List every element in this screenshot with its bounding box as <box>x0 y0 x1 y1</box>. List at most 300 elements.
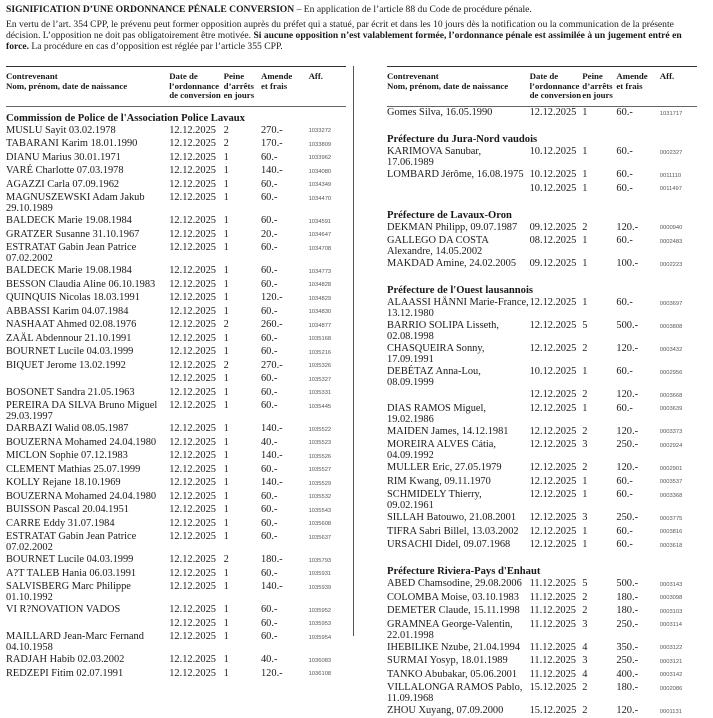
table-row <box>6 400 346 423</box>
fine-cell: 60.- <box>261 278 309 292</box>
date-cell: 11.12.2025 <box>530 605 583 619</box>
intro-paragraph <box>6 19 706 52</box>
spacer <box>387 120 697 128</box>
date-cell: 12.12.2025 <box>169 463 223 477</box>
aff-cell: 1035952 <box>309 604 346 618</box>
fine-cell: 120.- <box>261 292 309 306</box>
date-cell: 12.12.2025 <box>169 554 223 568</box>
fine-cell: 60.- <box>261 346 309 360</box>
table-row <box>6 332 346 346</box>
right-table <box>387 66 697 718</box>
contrevenant-cell: SALVISBERG Marc Philippe 01.10.1992 <box>6 581 169 604</box>
date-cell: 15.12.2025 <box>530 682 583 705</box>
date-cell: 12.12.2025 <box>530 439 583 462</box>
date-cell: 12.12.2025 <box>169 450 223 464</box>
contrevenant-cell: URSACHI Didel, 09.07.1968 <box>387 539 530 553</box>
date-cell: 12.12.2025 <box>169 373 223 387</box>
table-row <box>6 531 346 554</box>
date-cell: 11.12.2025 <box>530 655 583 669</box>
contrevenant-cell: BALDECK Marie 19.08.1984 <box>6 215 169 229</box>
date-cell: 12.12.2025 <box>530 402 583 425</box>
days-cell: 5 <box>582 320 616 343</box>
contrevenant-cell: RADJAH Habib 02.03.2002 <box>6 654 169 668</box>
date-cell: 09.12.2025 <box>530 258 583 272</box>
aff-cell: 1035522 <box>309 423 346 437</box>
date-cell: 12.12.2025 <box>169 654 223 668</box>
aff-cell: 1033809 <box>309 138 346 152</box>
days-cell: 1 <box>224 305 261 319</box>
days-cell: 2 <box>582 591 616 605</box>
contrevenant-cell: VI R?NOVATION VADOS <box>6 604 169 618</box>
fine-cell: 60.- <box>261 400 309 423</box>
table-row <box>387 641 697 655</box>
aff-cell: 0003103 <box>660 605 697 619</box>
contrevenant-cell: BOURNET Lucile 04.03.1999 <box>6 346 169 360</box>
section-heading <box>387 560 697 578</box>
date-cell: 12.12.2025 <box>169 436 223 450</box>
fine-cell: 170.- <box>261 138 309 152</box>
days-cell: 4 <box>582 641 616 655</box>
table-row <box>6 165 346 179</box>
days-cell: 2 <box>224 138 261 152</box>
table-row <box>387 169 697 183</box>
date-cell: 12.12.2025 <box>530 462 583 476</box>
contrevenant-cell: ESTRATAT Gabin Jean Patrice 07.02.2002 <box>6 242 169 265</box>
contrevenant-cell: ABED Chamsodine, 29.08.2006 <box>387 578 530 592</box>
date-cell: 12.12.2025 <box>169 490 223 504</box>
fine-cell: 60.- <box>616 539 659 553</box>
days-cell: 1 <box>582 475 616 489</box>
date-cell: 12.12.2025 <box>530 525 583 539</box>
table-row <box>6 124 346 138</box>
fine-cell: 120.- <box>616 343 659 366</box>
date-cell: 12.12.2025 <box>169 567 223 581</box>
aff-cell: 0002327 <box>660 146 697 169</box>
days-cell: 2 <box>582 705 616 718</box>
spacer-row <box>387 271 697 279</box>
fine-cell: 180.- <box>616 682 659 705</box>
aff-cell: 0003816 <box>660 525 697 539</box>
date-cell: 09.12.2025 <box>530 221 583 235</box>
fine-cell: 60.- <box>261 531 309 554</box>
fine-cell: 40.- <box>261 436 309 450</box>
aff-cell: 1033962 <box>309 151 346 165</box>
fine-cell: 60.- <box>616 489 659 512</box>
contrevenant-cell: ESTRATAT Gabin Jean Patrice 07.02.2002 <box>6 531 169 554</box>
contrevenant-cell: RIM Kwang, 09.11.1970 <box>387 475 530 489</box>
header-date: Date de l’ordonnance de conversion <box>169 67 223 107</box>
spacer-row <box>387 120 697 128</box>
fine-cell: 60.- <box>616 366 659 389</box>
table-row <box>6 581 346 604</box>
date-cell: 12.12.2025 <box>169 386 223 400</box>
contrevenant-cell: BOUZERNA Mohamed 24.04.1980 <box>6 490 169 504</box>
contrevenant-cell: MAILLARD Jean-Marc Fernand 04.10.1958 <box>6 631 169 654</box>
date-cell: 12.12.2025 <box>169 504 223 518</box>
fine-cell: 140.- <box>261 477 309 491</box>
section-heading <box>6 106 346 124</box>
contrevenant-cell: TIFRA Sabri Billel, 13.03.2002 <box>387 525 530 539</box>
contrevenant-cell <box>6 373 169 387</box>
contrevenant-cell: BOUZERNA Mohamed 24.04.1980 <box>6 436 169 450</box>
table-row <box>6 151 346 165</box>
table-row <box>6 359 346 373</box>
fine-cell: 60.- <box>261 215 309 229</box>
date-cell: 10.12.2025 <box>530 182 583 196</box>
days-cell: 2 <box>582 605 616 619</box>
fine-cell: 60.- <box>261 305 309 319</box>
table-row <box>6 423 346 437</box>
table-row <box>6 504 346 518</box>
table-row <box>6 604 346 618</box>
fine-cell: 140.- <box>261 423 309 437</box>
contrevenant-cell: BALDECK Marie 19.08.1984 <box>6 265 169 279</box>
table-row <box>6 631 346 654</box>
date-cell: 12.12.2025 <box>169 151 223 165</box>
section-heading <box>387 204 697 222</box>
table-row <box>6 215 346 229</box>
column-divider <box>353 66 354 636</box>
days-cell: 1 <box>224 517 261 531</box>
fine-cell: 180.- <box>261 554 309 568</box>
contrevenant-cell: ZAÄL Abdennour 21.10.1991 <box>6 332 169 346</box>
fine-cell: 60.- <box>261 332 309 346</box>
date-cell: 12.12.2025 <box>530 343 583 366</box>
contrevenant-cell: DEMETER Claude, 15.11.1998 <box>387 605 530 619</box>
days-cell: 1 <box>224 654 261 668</box>
date-cell: 12.12.2025 <box>169 667 223 681</box>
fine-cell: 120.- <box>616 462 659 476</box>
table-row <box>387 578 697 592</box>
days-cell: 1 <box>582 169 616 183</box>
fine-cell: 60.- <box>261 504 309 518</box>
days-cell: 5 <box>582 578 616 592</box>
days-cell: 1 <box>224 423 261 437</box>
days-cell: 1 <box>224 228 261 242</box>
date-cell: 12.12.2025 <box>169 423 223 437</box>
table-row <box>6 346 346 360</box>
days-cell: 1 <box>224 373 261 387</box>
contrevenant-cell: SCHMIDELY Thierry, 09.02.1961 <box>387 489 530 512</box>
aff-cell: 0002901 <box>660 462 697 476</box>
spacer-row <box>387 552 697 560</box>
aff-cell: 0003098 <box>660 591 697 605</box>
aff-cell: 1035327 <box>309 373 346 387</box>
date-cell: 12.12.2025 <box>530 320 583 343</box>
aff-cell: 1031717 <box>660 106 697 120</box>
aff-cell: 1035793 <box>309 554 346 568</box>
fine-cell: 60.- <box>616 182 659 196</box>
aff-cell: 1034877 <box>309 319 346 333</box>
table-row <box>387 221 697 235</box>
spacer <box>387 271 697 279</box>
days-cell: 1 <box>224 332 261 346</box>
aff-cell: 0003122 <box>660 641 697 655</box>
table-row <box>6 242 346 265</box>
days-cell: 1 <box>224 450 261 464</box>
table-row <box>387 655 697 669</box>
table-row <box>387 439 697 462</box>
aff-cell: 0002483 <box>660 235 697 258</box>
contrevenant-cell: VILLALONGA RAMOS Pablo, 11.09.1968 <box>387 682 530 705</box>
aff-cell: 1034828 <box>309 278 346 292</box>
section-title: Préfecture de Lavaux-Oron <box>387 204 697 222</box>
section-title: Préfecture Riviera-Pays d'Enhaut <box>387 560 697 578</box>
date-cell: 12.12.2025 <box>169 604 223 618</box>
fine-cell: 60.- <box>261 490 309 504</box>
fine-cell: 500.- <box>616 578 659 592</box>
fine-cell: 270.- <box>261 359 309 373</box>
fine-cell: 60.- <box>261 373 309 387</box>
left-table <box>6 66 346 681</box>
date-cell: 12.12.2025 <box>169 265 223 279</box>
days-cell: 3 <box>582 655 616 669</box>
fine-cell: 400.- <box>616 668 659 682</box>
table-row <box>6 192 346 215</box>
days-cell: 2 <box>582 682 616 705</box>
contrevenant-cell: BOURNET Lucile 04.03.1999 <box>6 554 169 568</box>
date-cell: 12.12.2025 <box>169 215 223 229</box>
days-cell: 1 <box>224 504 261 518</box>
date-cell: 12.12.2025 <box>169 165 223 179</box>
aff-cell: 0003639 <box>660 402 697 425</box>
days-cell: 1 <box>224 215 261 229</box>
notice-title-suffix: – En application de l’article 88 du Code de procédure pénale. <box>294 4 532 15</box>
table-row <box>6 292 346 306</box>
fine-cell: 60.- <box>261 567 309 581</box>
days-cell: 1 <box>224 278 261 292</box>
date-cell: 12.12.2025 <box>530 489 583 512</box>
aff-cell: 0003121 <box>660 655 697 669</box>
table-row <box>387 605 697 619</box>
date-cell: 12.12.2025 <box>169 400 223 423</box>
date-cell: 12.12.2025 <box>169 138 223 152</box>
fine-cell: 60.- <box>261 265 309 279</box>
date-cell: 12.12.2025 <box>530 539 583 553</box>
intro-block <box>6 4 706 56</box>
fine-cell: 250.- <box>616 439 659 462</box>
aff-cell: 1035326 <box>309 359 346 373</box>
date-cell: 12.12.2025 <box>530 475 583 489</box>
contrevenant-cell: CLEMENT Mathias 25.07.1999 <box>6 463 169 477</box>
date-cell: 12.12.2025 <box>169 517 223 531</box>
fine-cell: 350.- <box>616 641 659 655</box>
fine-cell: 250.- <box>616 618 659 641</box>
fine-cell: 250.- <box>616 512 659 526</box>
fine-cell: 20.- <box>261 228 309 242</box>
days-cell: 1 <box>224 292 261 306</box>
days-cell: 3 <box>582 439 616 462</box>
fine-cell: 60.- <box>261 178 309 192</box>
section-title: Préfecture du Jura-Nord vaudois <box>387 128 697 146</box>
contrevenant-cell: MULLER Eric, 27.05.1979 <box>387 462 530 476</box>
aff-cell: 1035954 <box>309 631 346 654</box>
intro-text-2: La procédure en cas d’opposition est réglée par l’article 355 CPP. <box>29 41 283 52</box>
fine-cell: 180.- <box>616 591 659 605</box>
contrevenant-cell: GRAMNEA George-Valentin, 22.01.1998 <box>387 618 530 641</box>
table-row <box>387 106 697 120</box>
header-contrevenant: Contrevenant Nom, prénom, date de naissance <box>6 67 169 107</box>
date-cell: 11.12.2025 <box>530 591 583 605</box>
header-peine: Peine d’arrêts en jours <box>224 67 261 107</box>
days-cell: 1 <box>224 346 261 360</box>
days-cell: 1 <box>224 436 261 450</box>
aff-cell: 0002924 <box>660 439 697 462</box>
fine-cell: 60.- <box>261 386 309 400</box>
contrevenant-cell: DARBAZI Walid 08.05.1987 <box>6 423 169 437</box>
table-row <box>387 366 697 389</box>
days-cell: 1 <box>582 525 616 539</box>
header-aff: Aff. <box>309 67 346 107</box>
table-row <box>387 682 697 705</box>
contrevenant-cell: AGAZZI Carla 07.09.1962 <box>6 178 169 192</box>
aff-cell: 1034080 <box>309 165 346 179</box>
contrevenant-cell: A?T TALEB Hania 06.03.1991 <box>6 567 169 581</box>
aff-cell: 1035953 <box>309 617 346 631</box>
aff-cell: 0003432 <box>660 343 697 366</box>
table-row <box>6 278 346 292</box>
fine-cell: 60.- <box>616 235 659 258</box>
days-cell: 1 <box>582 182 616 196</box>
days-cell: 4 <box>582 668 616 682</box>
days-cell: 1 <box>224 151 261 165</box>
table-row <box>6 178 346 192</box>
contrevenant-cell: MOREIRA ALVES Cátia, 04.09.1992 <box>387 439 530 462</box>
contrevenant-cell: Gomes Silva, 16.05.1990 <box>387 106 530 120</box>
table-row <box>387 668 697 682</box>
table-row <box>387 591 697 605</box>
contrevenant-cell: IHEBILIKE Nzube, 21.04.1994 <box>387 641 530 655</box>
days-cell: 1 <box>224 531 261 554</box>
table-row <box>387 525 697 539</box>
date-cell: 12.12.2025 <box>530 512 583 526</box>
contrevenant-cell: VARÉ Charlotte 07.03.1978 <box>6 165 169 179</box>
days-cell: 2 <box>224 359 261 373</box>
table-row <box>6 490 346 504</box>
contrevenant-cell: CARRE Eddy 31.07.1984 <box>6 517 169 531</box>
days-cell: 1 <box>224 165 261 179</box>
aff-cell: 1035526 <box>309 450 346 464</box>
date-cell: 11.12.2025 <box>530 618 583 641</box>
days-cell: 2 <box>582 221 616 235</box>
days-cell: 1 <box>224 463 261 477</box>
spacer <box>387 196 697 204</box>
table-row <box>6 654 346 668</box>
aff-cell: 0003808 <box>660 320 697 343</box>
days-cell: 1 <box>224 178 261 192</box>
fine-cell: 260.- <box>261 319 309 333</box>
fine-cell: 60.- <box>616 475 659 489</box>
aff-cell: 0002956 <box>660 366 697 389</box>
days-cell: 1 <box>224 604 261 618</box>
days-cell: 1 <box>224 567 261 581</box>
contrevenant-cell: CHASQUEIRA Sonny, 17.09.1991 <box>387 343 530 366</box>
fine-cell: 120.- <box>616 425 659 439</box>
aff-cell: 1035168 <box>309 332 346 346</box>
aff-cell: 1034829 <box>309 292 346 306</box>
contrevenant-cell: COLOMBA Moise, 03.10.1983 <box>387 591 530 605</box>
aff-cell: 0002086 <box>660 682 697 705</box>
table-row <box>387 705 697 718</box>
fine-cell: 60.- <box>261 151 309 165</box>
days-cell: 1 <box>224 477 261 491</box>
contrevenant-cell <box>6 617 169 631</box>
aff-cell: 1034591 <box>309 215 346 229</box>
days-cell: 2 <box>582 462 616 476</box>
aff-cell: 1035529 <box>309 477 346 491</box>
fine-cell: 60.- <box>261 463 309 477</box>
fine-cell: 250.- <box>616 655 659 669</box>
aff-cell: 1035608 <box>309 517 346 531</box>
date-cell: 12.12.2025 <box>530 297 583 320</box>
table-row <box>6 265 346 279</box>
header-peine: Peine d’arrêts en jours <box>582 67 616 107</box>
contrevenant-cell: MAIDEN James, 14.12.1981 <box>387 425 530 439</box>
date-cell: 12.12.2025 <box>169 124 223 138</box>
date-cell: 12.12.2025 <box>169 278 223 292</box>
days-cell: 1 <box>224 386 261 400</box>
contrevenant-cell: MUSLU Sayit 03.02.1978 <box>6 124 169 138</box>
intro-text-1: En vertu de l’art. 354 CPP, le prévenu peut former opposition auprès du préfet qui a statué, par écrit et dans les 10 jours dès la notification ou la communication de la présente décision. L’opposition ne doit pas obligatoirement être motivée. <box>6 19 674 41</box>
days-cell: 1 <box>582 297 616 320</box>
contrevenant-cell: MAKDAD Amine, 24.02.2005 <box>387 258 530 272</box>
table-row <box>387 512 697 526</box>
fine-cell: 60.- <box>261 617 309 631</box>
fine-cell: 60.- <box>616 402 659 425</box>
aff-cell: 0002223 <box>660 258 697 272</box>
date-cell: 12.12.2025 <box>169 319 223 333</box>
contrevenant-cell: TABARANI Karim 18.01.1990 <box>6 138 169 152</box>
table-row <box>6 319 346 333</box>
date-cell: 12.12.2025 <box>530 106 583 120</box>
table-row <box>387 320 697 343</box>
table-row <box>387 182 697 196</box>
date-cell: 12.12.2025 <box>169 228 223 242</box>
intro-title-line <box>6 4 706 15</box>
fine-cell: 140.- <box>261 581 309 604</box>
date-cell: 12.12.2025 <box>169 631 223 654</box>
intro-text-bold: Si aucune opposition n’est valablement formée, l’ordonnance pénale est assimilée à un jugement entré en force. <box>6 30 682 52</box>
fine-cell: 120.- <box>261 667 309 681</box>
fine-cell: 60.- <box>616 525 659 539</box>
fine-cell: 120.- <box>616 221 659 235</box>
date-cell: 12.12.2025 <box>169 292 223 306</box>
notice-title: SIGNIFICATION D’UNE ORDONNANCE PÉNALE CONVERSION <box>6 4 294 15</box>
contrevenant-cell: MAGNUSZEWSKI Adam Jakub 29.10.1989 <box>6 192 169 215</box>
table-row <box>387 297 697 320</box>
aff-cell: 1034708 <box>309 242 346 265</box>
aff-cell: 1035931 <box>309 567 346 581</box>
aff-cell: 1035331 <box>309 386 346 400</box>
table-row <box>6 517 346 531</box>
table-row <box>387 425 697 439</box>
date-cell: 12.12.2025 <box>169 531 223 554</box>
days-cell: 1 <box>224 617 261 631</box>
days-cell: 1 <box>224 242 261 265</box>
table-row <box>6 463 346 477</box>
contrevenant-cell: ZHOU Xuyang, 07.09.2000 <box>387 705 530 718</box>
contrevenant-cell: NASHAAT Ahmed 02.08.1976 <box>6 319 169 333</box>
days-cell: 1 <box>582 539 616 553</box>
table-row <box>6 477 346 491</box>
contrevenant-cell: QUINQUIS Nicolas 18.03.1991 <box>6 292 169 306</box>
fine-cell: 60.- <box>261 242 309 265</box>
header-amende: Amende et frais <box>616 67 659 107</box>
days-cell: 1 <box>582 489 616 512</box>
fine-cell: 60.- <box>261 604 309 618</box>
aff-cell: 0003373 <box>660 425 697 439</box>
left-table-body <box>6 106 346 681</box>
